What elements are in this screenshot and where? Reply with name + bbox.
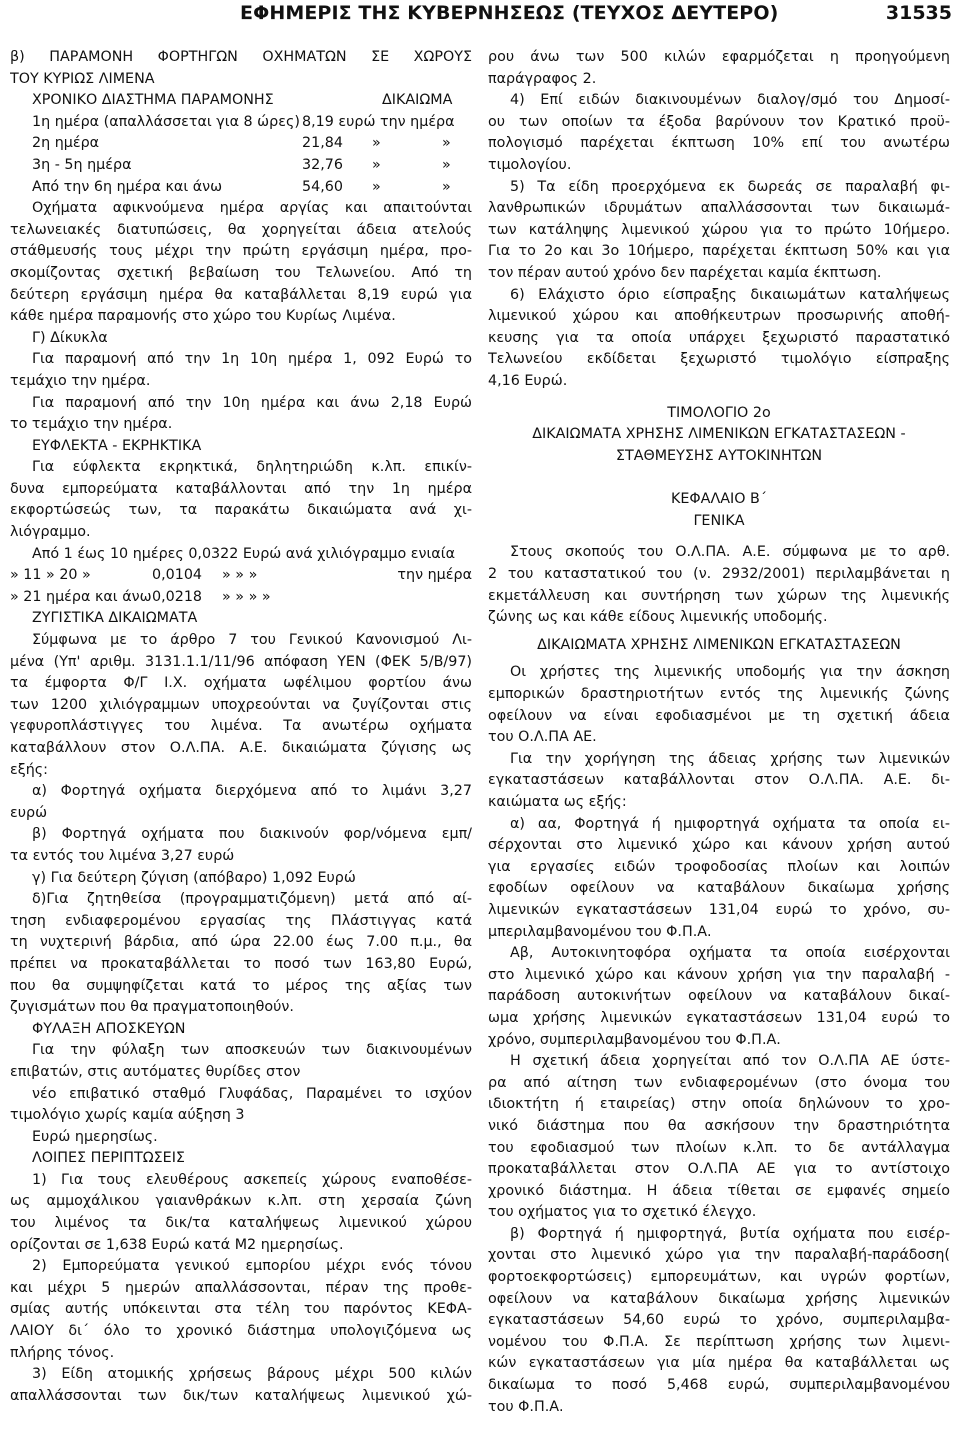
paragraph-line: Σύμφωνα με το άρθρο 7 του Γενικού Κανονισμού Λι- bbox=[32, 632, 472, 649]
paragraph-line: εμπορικών δραστηριοτήτων εντός της λιμενικής ζώνης bbox=[488, 686, 950, 703]
paragraph-line: γεφυροπλάστιγγες του λιμένα. Τα ανωτέρω οχήματα bbox=[10, 718, 472, 735]
table-header-period: ΧΡΟΝΙΚΟ ΔΙΑΣΤΗΜΑ ΠΑΡΑΜΟΝΗΣ bbox=[32, 92, 274, 109]
paragraph-line: καιώματα ως εξής: bbox=[488, 794, 627, 810]
rate-table-row bbox=[10, 112, 472, 134]
paragraph-line: για εργασίες ειδών τροφοδοσίας πλοίων και λοιπών bbox=[488, 858, 950, 875]
paragraph-line: πρέπει να προκαταβάλλεται το ποσό των 163,80 Ευρώ, bbox=[10, 955, 472, 972]
paragraph-line: ου των οποίων τα έξοδα βαρύνουν τον Κρατικό προϋ- bbox=[488, 113, 950, 130]
paragraph-line: Στους σκοπούς του Ο.Λ.ΠΑ. Α.Ε. σύμφωνα με το αρθ. bbox=[510, 544, 950, 561]
paragraph-line: τελωνειακές διατυπώσεις, θα χορηγείται άδεια ατελούς bbox=[10, 221, 472, 238]
table-cell-ditto: » bbox=[442, 178, 451, 195]
section-heading: ΤΟΥ ΚΥΡΙΩΣ ΛΙΜΕΝΑ bbox=[10, 70, 155, 87]
paragraph-line: σκομίζοντας σχετική βεβαίωση του Τελωνείου. Από τη bbox=[10, 264, 472, 281]
paragraph-line: Για παραμονή από την 10η ημέρα και άνω 2,18 Ευρώ bbox=[32, 394, 472, 411]
paragraph-line: ωμα χρήσης λιμενικών εγκαταστάσεων 131,04 ευρώ το bbox=[488, 1009, 950, 1026]
paragraph-line: Οχήματα αφικνούμενα ημέρα αργίας και απαιτούνται bbox=[32, 200, 472, 217]
paragraph-line: νικό διάστημα που θα ασκήσουν την δραστηριότητα bbox=[488, 1117, 950, 1134]
paragraph-line: ιδιοκτήτη ή εταιρείας) στην οποία δηλώνουν το χρο- bbox=[488, 1096, 950, 1113]
paragraph-line: δ)Για ζητηθείσα (προγραμματιζόμενη) μετά από αί- bbox=[32, 891, 472, 908]
paragraph-line: 2 του καταστατικού του (ν. 2932/2001) περιλαμβάνεται η bbox=[488, 566, 950, 583]
paragraph-line: το τεμάχιο την ημέρα. bbox=[10, 416, 173, 433]
tariff-subtitle: ΣΤΑΘΜΕΥΣΗΣ ΑΥΤΟΚΙΝΗΤΩΝ bbox=[615, 447, 823, 464]
paragraph-line: τα εντός του λιμένα 3,27 ευρώ bbox=[10, 847, 235, 864]
paragraph-line: Για την χορήγηση της άδειας χρήσης των λιμενικών bbox=[510, 750, 950, 767]
paragraph-line: Οι χρήστες της λιμενικής υποδομής για την άσκηση bbox=[510, 664, 950, 681]
paragraph-line: 5) Τα είδη προερχόμενα εκ δωρεάς σε παραλαβή φι- bbox=[510, 178, 950, 195]
paragraph-line: που θα συμψηφίζεται κατά το μέρος της αξίας των bbox=[10, 977, 472, 994]
section-heading: β) ΠΑΡΑΜΟΝΗ ΦΟΡΤΗΓΩΝ ΟΧΗΜΑΤΩΝ ΣΕ ΧΩΡΟΥΣ bbox=[10, 49, 472, 65]
paragraph-line: στο λιμενικό χώρο και κάνουν χρήση για την παραλαβή - bbox=[488, 966, 950, 983]
gazette-title: ΕΦΗΜΕΡΙΣ ΤΗΣ ΚΥΒΕΡΝΗΣΕΩΣ (ΤΕΥΧΟΣ ΔΕΥΤΕΡΟ) bbox=[240, 2, 779, 24]
paragraph-line: τεμάχιο την ημέρα. bbox=[10, 372, 151, 389]
paragraph-line: ρα από αίτηση των ενδιαφερομένων (στο όνομα του bbox=[488, 1074, 950, 1091]
table-cell-period: 1η ημέρα (απαλλάσσεται για 8 ώρες) bbox=[32, 113, 300, 130]
rate-value: 0,0104 bbox=[152, 567, 203, 584]
paragraph-line: φορτοεκφορτώσεις) εμπορευμάτων, και υγρών φορτίων, bbox=[488, 1269, 950, 1286]
explosives-rate-line bbox=[10, 587, 472, 609]
paragraph-line: εγκαταστάσεων καταβάλλονται στον Ο.Λ.ΠΑ. Α.Ε. δι- bbox=[488, 772, 950, 789]
paragraph-line: δικαίωμα το ποσό 5,468 ευρώ, συμπεριλαμβανομένου bbox=[488, 1377, 950, 1394]
paragraph-line: τηση ενδιαφερομένου εργασίας της Πλάστιγγας κατά bbox=[10, 912, 472, 929]
paragraph-line: λιμενικού χώρου και αποθήκευτρων προσωρινής αποθή- bbox=[488, 308, 950, 325]
paragraph-line: α) αα, Φορτηγά ή ημιφορτηγά οχήματα τα οποία ει- bbox=[510, 815, 950, 832]
paragraph-line: Για το 2ο και 3ο 10ήμερο, παρέχεται έκπτωση 50% και για bbox=[488, 243, 950, 260]
paragraph-line: δυνα εμπορεύματα καταβάλλονται από την 1η ημέρα bbox=[10, 480, 472, 497]
paragraph-line: των 1200 χιλιόγραμμων υποχρεούνται να ζυγίζονται στις bbox=[10, 696, 472, 713]
rate-table-row bbox=[10, 177, 472, 199]
paragraph-line: ζυγισμάτων που θα πραγματοποιηθούν. bbox=[10, 999, 294, 1016]
paragraph-line: μπεριλαμβανομένου του Φ.Π.Α. bbox=[488, 923, 712, 940]
paragraph-line: λιμενικών εγκαταστάσεων 131,04 ευρώ το χρόνο, συ- bbox=[488, 901, 950, 918]
paragraph-line: παράγραφος 2. bbox=[488, 70, 597, 87]
table-cell-period: 2η ημέρα bbox=[32, 135, 100, 152]
table-cell-rate: 32,76 bbox=[302, 156, 343, 173]
paragraph-line: τα έμφορτα Φ/Γ Ι.Χ. οχήματα ωφέλιμου φορτίου άνω bbox=[10, 675, 472, 692]
paragraph-line: κάθε ημέρα παραμονής στο χώρο του Κυρίως Λιμένα. bbox=[10, 308, 396, 325]
paragraph-line: μένα (Υπ' αριθμ. 3131.1.1/11/96 απόφαση ΥΕΝ (ΦΕΚ 5/Β/97) bbox=[10, 653, 472, 670]
paragraph-line: β) Φορτηγά οχήματα που διακινούν φορ/νόμενα εμπ/ bbox=[32, 826, 472, 843]
paragraph-line: του λιμένος τα δικ/τα καταλήψεως λιμενικού χώρου bbox=[10, 1215, 472, 1232]
chapter-title: ΚΕΦΑΛΑΙΟ Β΄ bbox=[671, 491, 767, 508]
chapter-subtitle: ΓΕΝΙΚΑ bbox=[693, 512, 745, 529]
paragraph-line: λανθρωπικών ιδρυμάτων απαλλάσσονται των δικαιωμά- bbox=[488, 200, 950, 217]
rate-value: 0,0218 bbox=[152, 588, 203, 605]
paragraph-line: ρου άνω των 500 κιλών εφαρμόζεται η προηγούμενη bbox=[488, 49, 950, 65]
paragraph-line: β) Φορτηγά ή ημιφορτηγά, βυτία οχήματα που εισέρ- bbox=[510, 1225, 950, 1242]
paragraph-line: στάθμευσής τους μέχρι την πρώτη εργάσιμη ημέρα, προ- bbox=[10, 243, 472, 260]
rate-ditto: » » » » bbox=[222, 588, 271, 605]
table-cell-ditto: » bbox=[372, 178, 381, 195]
tariff-title: ΤΙΜΟΛΟΓΙΟ 2ο bbox=[667, 404, 771, 421]
page-header bbox=[0, 0, 960, 26]
table-header-right: ΔΙΚΑΙΩΜΑ bbox=[382, 92, 453, 109]
paragraph-line: 1) Για τους ελευθέρους ασκεπείς χώρους εναποθέσε- bbox=[32, 1171, 472, 1188]
table-cell-ditto: » bbox=[442, 135, 451, 152]
rate-period: » 21 ημέρα και άνω bbox=[10, 588, 152, 605]
paragraph-line: ΛΑΙΟΥ δι΄ όλο το χρονικό διάστημα υπολογιζόμενα ως bbox=[10, 1323, 472, 1340]
rate-table-row bbox=[10, 155, 472, 177]
paragraph-line: τη νυχτερινή βάρδια, από ώρα 22.00 έως 7.00 π.μ., θα bbox=[10, 934, 472, 951]
paragraph-line: τιμολόγιο χωρίς καμία αύξηση 3 bbox=[10, 1107, 245, 1124]
paragraph-line: ως αμμοχάλικου γαιανθράκων κ.λπ. στη χερσαία ζώνη bbox=[10, 1193, 472, 1210]
explosives-rate-line: Από 1 έως 10 ημέρες 0,0322 Ευρώ ανά χιλιόγραμμο ενιαία bbox=[32, 545, 455, 562]
paragraph-line: καταβάλλουν στον Ο.Λ.ΠΑ. Α.Ε. δικαιώματα ζύγισης ως bbox=[10, 740, 472, 756]
paragraph-line: τον πέραν αυτού χρόνο δεν παρέχεται καμία έκπτωση. bbox=[488, 264, 882, 281]
table-cell-rate: 8,19 ευρώ την ημέρα bbox=[302, 113, 455, 130]
subsection-heading: ΦΥΛΑΞΗ ΑΠΟΣΚΕΥΩΝ bbox=[32, 1020, 186, 1037]
paragraph-line: δεύτερη εργάσιμη ημέρα θα καταβάλλεται 8,19 ευρώ για bbox=[10, 286, 472, 303]
rate-unit: την ημέρα bbox=[397, 567, 472, 584]
paragraph-line: των κατάληψης λιμενικού χώρου για το πρώτο 10ήμερο. bbox=[488, 221, 950, 238]
paragraph-line: 6) Ελάχιστο όριο είσπραξης δικαιωμάτων καταλήψεως bbox=[510, 286, 950, 303]
paragraph-line: πλήρης τόνος. bbox=[10, 1344, 115, 1361]
paragraph-line: γ) Για δεύτερη ζύγιση (απόβαρο) 1,092 Ευρώ bbox=[32, 869, 356, 886]
paragraph-line: Αβ, Αυτοκινητοφόρα οχήματα τα οποία εισέρχονται bbox=[510, 945, 950, 962]
paragraph-line: εγκαταστάσεων 54,60 ευρώ το χρόνο, συμπεριλαμβα- bbox=[488, 1312, 950, 1329]
paragraph-line: σμίας αυτής υπόκεινται στα τέλη του παρόντος ΚΕΦΑ- bbox=[10, 1301, 472, 1318]
paragraph-line: Ευρώ ημερησίως. bbox=[32, 1128, 158, 1145]
paragraph-line: παράδοση αυτοκινήτων οφείλουν να καταβάλουν δικαί- bbox=[488, 988, 950, 1005]
paragraph-line: χρόνο, συμπεριλαμβανομένου του Φ.Π.Α. bbox=[488, 1031, 781, 1048]
paragraph-line: νέο επιβατικό σταθμό Γλυφάδας, Παραμένει το ισχύον bbox=[32, 1085, 472, 1102]
paragraph-line: επιβατών, στις αυτόματες θυρίδες στον bbox=[10, 1063, 301, 1080]
paragraph-line: εξής: bbox=[10, 761, 48, 778]
paragraph-line: κευσης για τα οποία υπάρχει ξεχωριστό παραστατικό bbox=[488, 329, 950, 346]
paragraph-line: του Ο.Λ.ΠΑ ΑΕ. bbox=[488, 729, 597, 746]
paragraph-line: του εφοδιασμού των πλοίων κ.λπ. το δε αντάλλαγμα bbox=[488, 1139, 950, 1156]
paragraph-line: και μέχρι 5 ημερών απαλλάσσονται, πέραν της προθε- bbox=[10, 1279, 472, 1296]
paragraph-line: ορίζονται σε 1,638 Ευρώ κατά Μ2 ημερησίως. bbox=[10, 1236, 344, 1253]
table-cell-rate: 54,60 bbox=[302, 178, 343, 195]
subsection-heading: ΕΥΦΛΕΚΤΑ - ΕΚΡΗΚΤΙΚΑ bbox=[32, 437, 202, 454]
paragraph-line: τιμολογίου. bbox=[488, 156, 572, 173]
right-column bbox=[488, 47, 950, 1418]
paragraph-line: Τελωνείου εκδίδεται ξεχωριστό τιμολόγιο είσπραξης bbox=[488, 351, 950, 368]
rate-ditto: » » » bbox=[222, 567, 258, 584]
paragraph-line: 3) Είδη ατομικής χρήσεως βάρους μέχρι 500 κιλών bbox=[32, 1366, 472, 1383]
paragraph-line: κών εγκαταστάσεων για μία ημέρα θα καταβάλλεται ως bbox=[488, 1355, 950, 1372]
section-heading: ΔΙΚΑΙΩΜΑΤΑ ΧΡΗΣΗΣ ΛΙΜΕΝΙΚΩΝ ΕΓΚΑΤΑΣΤΑΣΕΩΝ bbox=[537, 636, 901, 653]
table-cell-ditto: » bbox=[442, 156, 451, 173]
paragraph-line: προκαταβάλλεται στον Ο.Λ.ΠΑ ΑΕ για το αντίστοιχο bbox=[488, 1161, 950, 1178]
paragraph-line: εκμετάλλευση και συντήρηση των χώρων της λιμενικής bbox=[488, 587, 950, 604]
paragraph-line: α) Φορτηγά οχήματα διερχόμενα από το λιμάνι 3,27 bbox=[32, 783, 472, 800]
rate-period: » 11 » 20 » bbox=[10, 567, 91, 584]
paragraph-line: νομένου του Φ.Π.Α. Σε περίπτωση χρήσης των λιμενι- bbox=[488, 1333, 950, 1350]
paragraph-line: 4) Επί ειδών διακινουμένων διαλογ/σμό του Δημοσί- bbox=[510, 92, 950, 109]
paragraph-line: εφοδίων οφείλουν να καταβάλουν δικαίωμα χρήσης bbox=[488, 880, 950, 897]
table-cell-ditto: » bbox=[372, 135, 381, 152]
subsection-heading: Γ) Δίκυκλα bbox=[32, 329, 108, 346]
paragraph-line: εκφορτώσεώς των, τα παρακάτω δικαιώματα ανά χι- bbox=[10, 502, 472, 519]
paragraph-line: Για εύφλεκτα εκρηκτικά, δηλητηριώδη κ.λπ. επικίν- bbox=[32, 459, 472, 476]
paragraph-line: Η σχετική άδεια χορηγείται από τον Ο.Λ.ΠΑ ΑΕ ύστε- bbox=[510, 1053, 950, 1070]
left-column bbox=[10, 47, 472, 1407]
explosives-rate-line bbox=[10, 565, 472, 587]
table-cell-period: Από την 6η ημέρα και άνω bbox=[32, 178, 223, 195]
paragraph-line: πολογισμό παρέχεται έκπτωση 10% επί του ανωτέρω bbox=[488, 135, 950, 152]
subsection-heading: ΖΥΓΙΣΤΙΚΑ ΔΙΚΑΙΩΜΑΤΑ bbox=[32, 610, 198, 627]
paragraph-line: λιόγραμμο. bbox=[10, 524, 91, 541]
paragraph-line: ευρώ bbox=[10, 804, 48, 821]
page-number: 31535 bbox=[885, 2, 952, 24]
paragraph-line: οφείλουν να καταβάλουν δικαίωμα χρήσης λιμενικών bbox=[488, 1290, 950, 1307]
table-cell-ditto: » bbox=[372, 156, 381, 173]
paragraph-line: απαλλάσσονται των δικ/των καταλήψεως λιμενικού χώ- bbox=[10, 1387, 472, 1404]
paragraph-line: σέρχονται στο λιμενικό χώρο και κάνουν χρήση αυτού bbox=[488, 837, 950, 854]
paragraph-line: ζώνης ως και κάθε είδους λιμενικής υποδομής. bbox=[488, 609, 828, 626]
paragraph-line: Για την φύλαξη των αποσκευών των διακινουμένων bbox=[32, 1042, 472, 1059]
paragraph-line: 2) Εμπορεύματα γενικού εμπορίου μέχρι ενός τόνου bbox=[32, 1258, 472, 1275]
paragraph-line: του Φ.Π.Α. bbox=[488, 1398, 564, 1415]
rate-table-header bbox=[10, 90, 472, 112]
paragraph-line: χονται στο λιμενικό χώρο για την παραλαβή-παράδοση( bbox=[488, 1247, 950, 1264]
subsection-heading: ΛΟΙΠΕΣ ΠΕΡΙΠΤΩΣΕΙΣ bbox=[32, 1150, 185, 1167]
tariff-subtitle: ΔΙΚΑΙΩΜΑΤΑ ΧΡΗΣΗΣ ΛΙΜΕΝΙΚΩΝ ΕΓΚΑΤΑΣΤΑΣΕΩΝ - bbox=[532, 426, 906, 443]
table-cell-period: 3η - 5η ημέρα bbox=[32, 156, 132, 173]
paragraph-line: χρονικό διάστημα. Η άδεια τίθεται σε εμφανές σημείο bbox=[488, 1182, 950, 1199]
table-cell-rate: 21,84 bbox=[302, 135, 343, 152]
paragraph-line: του οχήματος για το σχετικό έλεγχο. bbox=[488, 1204, 757, 1221]
paragraph-line: 4,16 Ευρώ. bbox=[488, 372, 568, 389]
paragraph-line: οφείλουν να είναι εφοδιασμένοι με τη σχετική άδεια bbox=[488, 707, 950, 724]
rate-table-row bbox=[10, 133, 472, 155]
paragraph-line: Για παραμονή από την 1η 10η ημέρα 1, 092 Ευρώ το bbox=[32, 351, 472, 368]
